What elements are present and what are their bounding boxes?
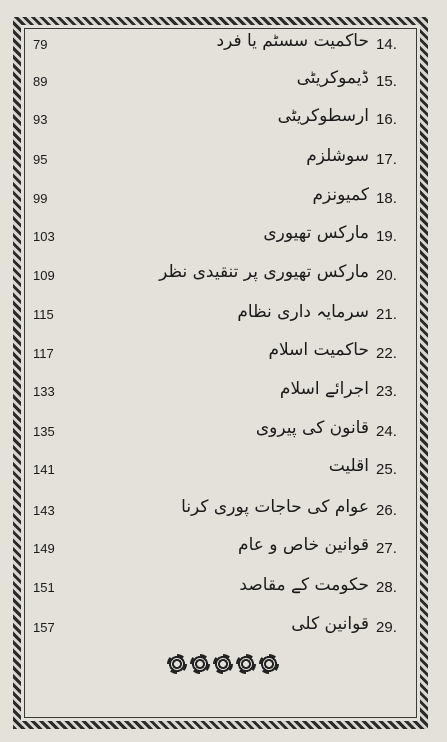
toc-entry xyxy=(0,146,447,176)
entry-title: قوانین خاص و عام xyxy=(238,535,369,555)
toc-entry xyxy=(0,106,447,136)
page-number: 95 xyxy=(33,152,48,167)
toc-entry xyxy=(0,31,447,61)
page-number: 135 xyxy=(33,424,55,439)
entry-number: 17. xyxy=(376,151,397,168)
page-number: 117 xyxy=(33,346,54,361)
entry-number: 22. xyxy=(376,345,397,362)
entry-title: سوشلزم xyxy=(306,146,369,166)
page-number: 103 xyxy=(33,229,55,244)
entry-title: حاکمیت اسلام xyxy=(268,340,369,360)
page-number: 151 xyxy=(33,580,55,595)
entry-title: ڈیموکریٹی xyxy=(296,68,369,88)
entry-title: اقلیت xyxy=(328,456,369,476)
entry-title: حکومت کے مقاصد xyxy=(239,575,369,595)
page-number: 157 xyxy=(33,620,55,635)
page-number: 141 xyxy=(33,462,55,477)
entry-title: مارکس تھیوری پر تنقیدی نظر xyxy=(159,262,369,282)
page-number: 149 xyxy=(33,541,55,556)
toc-entry xyxy=(0,456,447,486)
entry-number: 18. xyxy=(376,190,397,207)
entry-title: سرمایہ داری نظام xyxy=(237,302,369,322)
toc-entry xyxy=(0,535,447,565)
page-number: 93 xyxy=(33,112,48,127)
flower-icon xyxy=(236,654,256,674)
entry-number: 19. xyxy=(376,228,397,245)
page-number: 89 xyxy=(33,74,48,89)
entry-title: قانون کی پیروی xyxy=(255,418,369,438)
entry-number: 27. xyxy=(376,540,397,557)
toc-entry xyxy=(0,497,447,527)
entry-title: عوام کی حاجات پوری کرنا xyxy=(181,497,369,517)
toc-entry xyxy=(0,68,447,98)
page-number: 109 xyxy=(33,268,55,283)
entry-title: اجرائے اسلام xyxy=(279,379,369,399)
entry-number: 24. xyxy=(376,423,397,440)
entry-title: حاکمیت سسٹم یا فرد xyxy=(216,31,369,51)
entry-number: 23. xyxy=(376,383,397,400)
entry-number: 15. xyxy=(376,73,397,90)
entry-title: ارسطوکریٹی xyxy=(277,106,369,126)
toc-entry xyxy=(0,614,447,644)
ornament-row xyxy=(167,652,287,676)
entry-number: 26. xyxy=(376,502,397,519)
entry-title: مارکس تھیوری xyxy=(263,223,369,243)
toc-entry xyxy=(0,340,447,370)
entry-number: 20. xyxy=(376,267,397,284)
entry-number: 21. xyxy=(376,306,397,323)
flower-icon xyxy=(259,654,279,674)
toc-entry xyxy=(0,223,447,253)
toc-entry xyxy=(0,574,447,604)
page-number: 115 xyxy=(33,307,54,322)
entry-title: قوانین کلی xyxy=(291,614,369,634)
page-number: 143 xyxy=(33,503,55,518)
toc-entry xyxy=(0,418,447,448)
toc-entry xyxy=(0,185,447,215)
flower-icon xyxy=(213,654,233,674)
entry-number: 28. xyxy=(376,579,397,596)
toc-entry xyxy=(0,378,447,408)
entry-number: 29. xyxy=(376,619,397,636)
toc-entry xyxy=(0,262,447,292)
page-number: 79 xyxy=(33,37,48,52)
entry-title: کمیونزم xyxy=(312,185,369,205)
page-number: 133 xyxy=(33,384,55,399)
page-number: 99 xyxy=(33,191,48,206)
entry-number: 25. xyxy=(376,461,397,478)
entry-number: 14. xyxy=(376,36,397,53)
flower-icon xyxy=(167,654,187,674)
toc-entry xyxy=(0,301,447,331)
flower-icon xyxy=(190,654,210,674)
entry-number: 16. xyxy=(376,111,397,128)
